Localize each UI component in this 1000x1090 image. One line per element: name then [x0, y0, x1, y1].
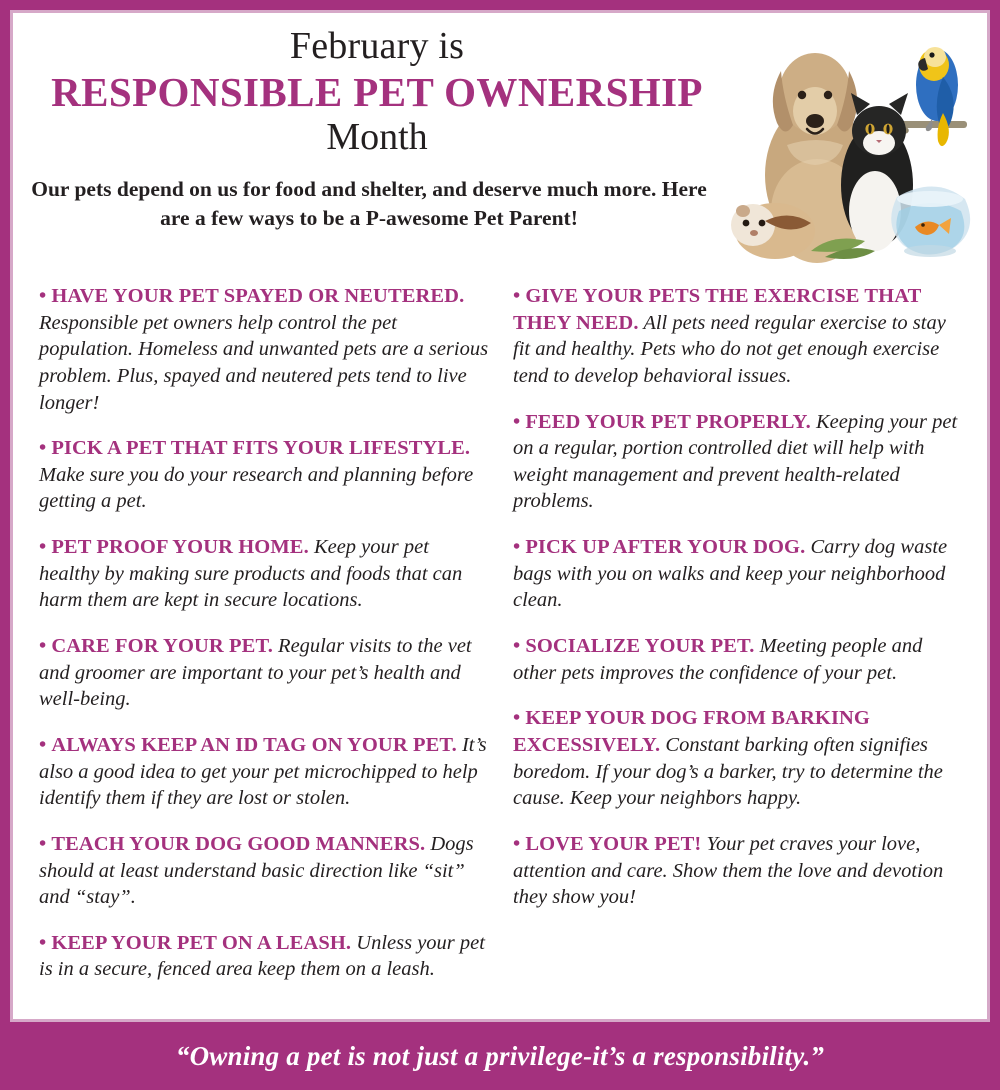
title-block	[17, 27, 737, 159]
tip-heading: KEEP YOUR DOG FROM BARKING EXCESSIVELY.	[513, 707, 870, 756]
tip-item	[513, 534, 963, 614]
tip-item	[513, 831, 963, 911]
bullet-icon: •	[513, 832, 521, 855]
tips-column-left	[39, 283, 489, 1002]
poster-header	[13, 13, 987, 273]
bullet-icon: •	[39, 931, 47, 954]
footer-quote: “Owning a pet is not just a privilege-it’s a responsibility.”	[175, 1040, 825, 1071]
tip-heading: LOVE YOUR PET!	[525, 832, 702, 855]
tip-heading: PICK A PET THAT FITS YOUR LIFESTYLE.	[51, 437, 471, 460]
tip-item	[513, 633, 963, 686]
bullet-icon: •	[39, 832, 47, 855]
tip-body: Constant barking often signifies boredom. If your dog’s a barker, try to determine the cause. Keep your neighbors happy.	[513, 733, 943, 810]
bullet-icon: •	[513, 536, 521, 559]
tip-body: Dogs should at least understand basic direction like “sit” and “stay”.	[39, 832, 474, 909]
tip-heading: CARE FOR YOUR PET.	[51, 635, 273, 658]
poster-footer	[0, 1022, 1000, 1090]
bullet-icon: •	[513, 410, 521, 433]
tip-heading: HAVE YOUR PET SPAYED OR NEUTERED.	[51, 285, 465, 307]
tip-item	[39, 930, 489, 983]
tip-heading: SOCIALIZE YOUR PET.	[525, 635, 755, 658]
tip-item	[39, 283, 489, 416]
bullet-icon: •	[513, 285, 521, 307]
poster-inner-panel	[10, 10, 990, 1022]
tip-heading: PET PROOF YOUR HOME.	[51, 536, 309, 559]
tip-body: Carry dog waste bags with you on walks and keep your neighborhood clean.	[513, 536, 948, 612]
tip-heading: KEEP YOUR PET ON A LEASH.	[51, 931, 352, 954]
tip-item	[513, 705, 963, 812]
bullet-icon: •	[513, 635, 521, 658]
tip-body: Responsible pet owners help control the pet population. Homeless and unwanted pets are a serious problem. Plus, spayed and neutered pets tend to live longer!	[39, 311, 489, 414]
tip-heading: FEED YOUR PET PROPERLY.	[525, 410, 811, 433]
title-line-2: RESPONSIBLE PET OWNERSHIP	[51, 68, 703, 115]
tip-body: Keeping your pet on a regular, portion controlled diet will help with weight management and prevent health-related problems.	[513, 410, 958, 513]
bullet-icon: •	[39, 536, 47, 559]
tip-item	[39, 435, 489, 515]
pets-illustration	[729, 25, 979, 273]
title-line-3: Month	[326, 115, 428, 158]
tips-column-right	[513, 283, 963, 1002]
tip-body: Your pet craves your love, attention and care. Show them the love and devotion they show you!	[513, 832, 944, 909]
tip-body: All pets need regular exercise to stay fit and healthy. Pets who do not get enough exercise tend to develop behavioral issues.	[513, 311, 946, 387]
tip-item	[39, 633, 489, 713]
tip-body: Regular visits to the vet and groomer are important to your pet’s health and well-being.	[39, 635, 472, 711]
tip-body: Unless your pet is in a secure, fenced area keep them on a leash.	[39, 931, 485, 981]
tip-body: It’s also a good idea to get your pet microchipped to help identify them if they are lost or stolen.	[39, 733, 487, 810]
bullet-icon: •	[39, 285, 47, 307]
bullet-icon: •	[39, 437, 47, 460]
tip-body: Make sure you do your research and planning before getting a pet.	[39, 463, 474, 513]
tip-item	[513, 409, 963, 516]
tip-heading: ALWAYS KEEP AN ID TAG ON YOUR PET.	[51, 733, 457, 756]
title-line-1: February is	[289, 25, 465, 67]
tip-heading: TEACH YOUR DOG GOOD MANNERS.	[51, 832, 426, 855]
tip-body: Keep your pet healthy by making sure products and foods that can harm them are kept in secure locations.	[39, 536, 463, 612]
tips-columns	[13, 273, 987, 1002]
tip-item	[39, 831, 489, 911]
fishbowl-icon	[891, 186, 970, 257]
parrot-icon	[916, 47, 958, 146]
guinea-pig-icon	[731, 203, 815, 259]
tip-item	[39, 534, 489, 614]
tip-heading: PICK UP AFTER YOUR DOG.	[525, 536, 806, 559]
bullet-icon: •	[513, 707, 521, 730]
tip-heading: GIVE YOUR PETS THE EXERCISE THAT THEY NEED.	[513, 285, 921, 334]
tip-item	[513, 283, 963, 390]
bullet-icon: •	[39, 635, 47, 658]
poster-subtitle: Our pets depend on us for food and shelter, and deserve much more. Here are a few ways to be a P-awesome Pet Parent!	[31, 176, 707, 230]
tip-body: Meeting people and other pets improves the confidence of your pet.	[513, 635, 923, 684]
tip-item	[39, 732, 489, 812]
bullet-icon: •	[39, 733, 47, 756]
